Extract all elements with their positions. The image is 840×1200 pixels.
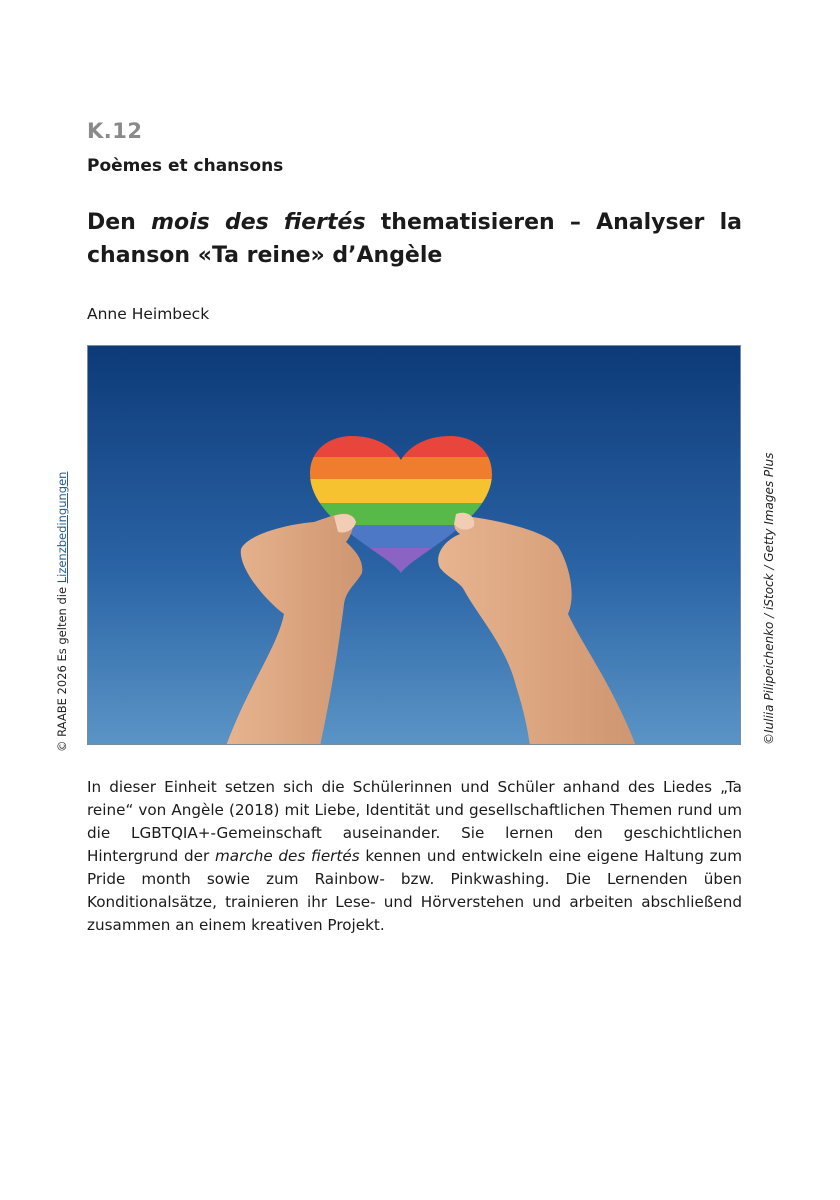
license-prefix: © RAABE 2026 Es gelten die — [55, 583, 69, 752]
photo-illustration — [88, 346, 741, 745]
page-title — [87, 206, 742, 272]
title-part-1: Den — [87, 210, 152, 235]
author-name: Anne Heimbeck — [87, 305, 210, 323]
photo-credit: ©Iuliia Pilipeichenko / iStock / Getty Images Plus — [762, 452, 776, 745]
unit-code: K.12 — [87, 119, 143, 143]
license-link[interactable]: Lizenzbedingungen — [55, 471, 69, 584]
section-title: Poèmes et chansons — [87, 156, 284, 176]
intro-part-1: In dieser Einheit setzen sich die Schülerinnen und Schüler anhand des Liedes „Ta reine“ von Angèle (2018) mit Liebe, Identität und gesellschaftlichen Themen rund um die LGBTQIA+-Gemeinschaft auseinander. Sie lernen den geschichtlichen Hintergrund der — [87, 778, 742, 865]
intro-paragraph — [87, 776, 742, 937]
intro-part-2: kennen und entwickeln eine eigene Haltung zum Pride month sowie zum Rainbow- bzw. Pinkwashing. Die Lernenden üben Konditionalsätze, trainieren ihr Lese- und Hörverstehen und arbeiten abschließend zusammen an einem kreativen Projekt. — [87, 847, 742, 934]
intro-italic: marche des fiertés — [215, 847, 360, 865]
license-note — [55, 472, 69, 752]
title-italic: mois des fiertés — [151, 210, 366, 235]
rainbow-heart-photo — [87, 345, 741, 745]
title-part-2: thematisieren – Analyser la chanson «Ta reine» d’Angèle — [87, 210, 742, 268]
